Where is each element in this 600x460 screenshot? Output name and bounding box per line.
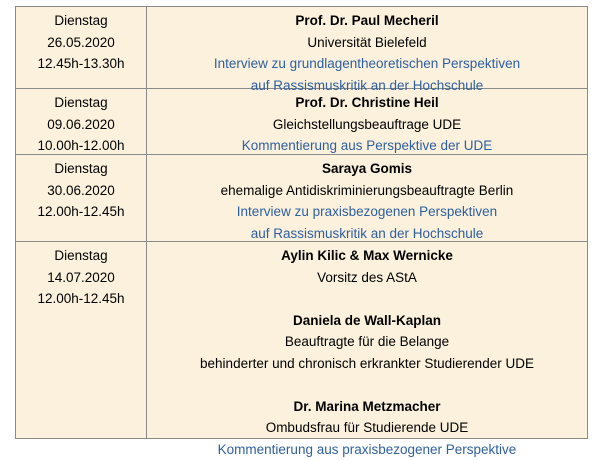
weekday: Dienstag bbox=[16, 158, 146, 180]
weekday: Dienstag bbox=[16, 92, 146, 114]
speaker-role: Beauftragte für die Belange bbox=[147, 331, 587, 353]
date-cell bbox=[16, 89, 147, 154]
speaker-name: Prof. Dr. Paul Mecheril bbox=[147, 10, 587, 32]
topic-line: Kommentierung aus Perspektive der UDE bbox=[147, 135, 587, 157]
weekday: Dienstag bbox=[16, 10, 146, 32]
topic-line: Interview zu grundlagentheoretischen Perspektiven bbox=[147, 53, 587, 75]
table-row bbox=[16, 154, 587, 241]
info-cell bbox=[147, 7, 587, 88]
date-cell bbox=[16, 155, 147, 241]
topic-line: Interview zu praxisbezogenen Perspektiven bbox=[147, 201, 587, 223]
speaker-name: Daniela de Wall-Kaplan bbox=[147, 310, 587, 332]
topic-line: Kommentierung aus praxisbezogener Perspektive bbox=[147, 439, 587, 460]
time: 10.00h-12.00h bbox=[16, 135, 146, 157]
table-row bbox=[16, 88, 587, 154]
speaker-name: Dr. Marina Metzmacher bbox=[147, 396, 587, 418]
spacer bbox=[147, 374, 587, 396]
speaker-role: Universität Bielefeld bbox=[147, 32, 587, 54]
info-cell bbox=[147, 155, 587, 241]
event-schedule-table bbox=[15, 6, 588, 439]
date-cell bbox=[16, 242, 147, 438]
time: 12.00h-12.45h bbox=[16, 288, 146, 310]
weekday: Dienstag bbox=[16, 245, 146, 267]
time: 12.00h-12.45h bbox=[16, 201, 146, 223]
speaker-role: Vorsitz des AStA bbox=[147, 267, 587, 289]
topic-line: auf Rassismuskritik an der Hochschule bbox=[147, 75, 587, 97]
date: 14.07.2020 bbox=[16, 267, 146, 289]
speaker-role: Gleichstellungsbeauftrage UDE bbox=[147, 114, 587, 136]
date-cell bbox=[16, 7, 147, 88]
table-row bbox=[16, 241, 587, 438]
speaker-role: Ombudsfrau für Studierende UDE bbox=[147, 417, 587, 439]
info-cell bbox=[147, 89, 587, 154]
date: 09.06.2020 bbox=[16, 114, 146, 136]
speaker-name: Prof. Dr. Christine Heil bbox=[147, 92, 587, 114]
topic-line: auf Rassismuskritik an der Hochschule bbox=[147, 223, 587, 245]
date: 26.05.2020 bbox=[16, 32, 146, 54]
speaker-name: Aylin Kilic & Max Wernicke bbox=[147, 245, 587, 267]
speaker-role: ehemalige Antidiskriminierungsbeauftragte Berlin bbox=[147, 180, 587, 202]
spacer bbox=[147, 288, 587, 310]
date: 30.06.2020 bbox=[16, 180, 146, 202]
time: 12.45h-13.30h bbox=[16, 53, 146, 75]
table-row bbox=[16, 7, 587, 88]
info-cell bbox=[147, 242, 587, 438]
speaker-role: behinderter und chronisch erkrankter Studierender UDE bbox=[147, 353, 587, 375]
speaker-name: Saraya Gomis bbox=[147, 158, 587, 180]
